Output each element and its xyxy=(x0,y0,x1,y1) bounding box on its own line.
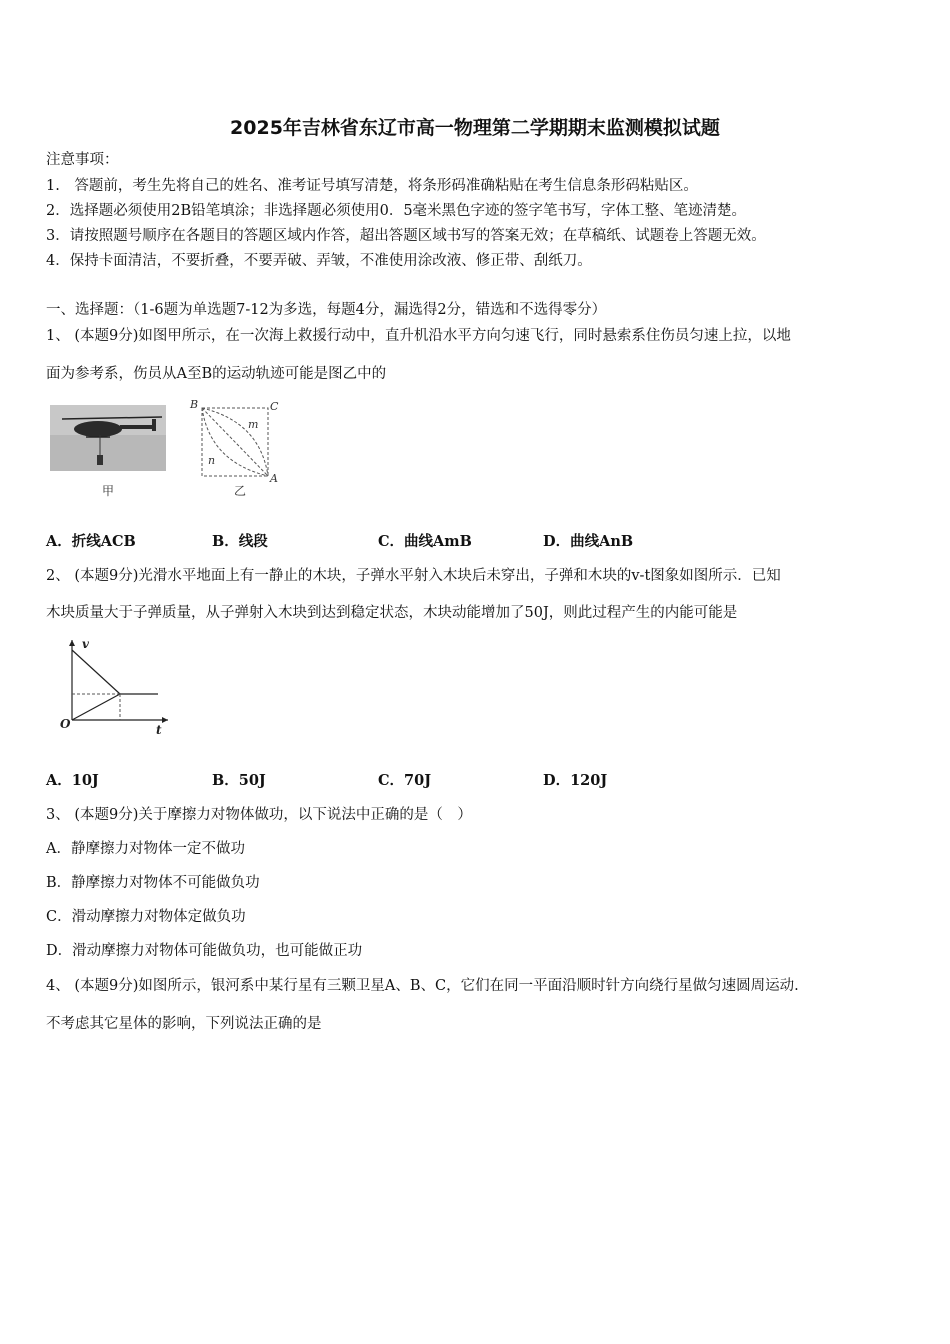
label-b: B xyxy=(190,398,199,411)
q2-option-d[interactable]: D．120J xyxy=(543,772,608,789)
q1-option-c[interactable]: C．曲线AmB xyxy=(378,533,472,550)
q2-stem-line1: 2、 (本题9分)光滑水平地面上有一静止的木块，子弹水平射入木块后未穿出，子弹和木块的v-t图象如图所示．已知 xyxy=(46,568,781,584)
q1-option-d[interactable]: D．曲线AnB xyxy=(543,533,634,550)
notice-item: 2．选择题必须使用2B铅笔填涂；非选择题必须使用0．5毫米黑色字迹的签字笔书写，字体工整、笔迹清楚。 xyxy=(46,203,747,219)
q3-option-d[interactable]: D．滑动摩擦力对物体可能做负功，也可能做正功 xyxy=(46,943,363,959)
q3-option-a[interactable]: A．静摩擦力对物体一定不做功 xyxy=(46,841,245,857)
q3-option-c[interactable]: C．滑动摩擦力对物体定做负功 xyxy=(46,909,246,925)
fig-a-caption: 甲 xyxy=(102,484,115,498)
label-n: n xyxy=(208,454,216,467)
trajectory-diagram xyxy=(188,398,284,486)
helicopter-photo xyxy=(50,405,166,471)
notice-item: 4．保持卡面清洁，不要折叠，不要弄破、弄皱，不准使用涂改液、修正带、刮纸刀。 xyxy=(46,253,592,269)
q4-stem-line2: 不考虑其它星体的影响，下列说法正确的是 xyxy=(46,1016,322,1032)
label-a: A xyxy=(270,472,278,485)
q2-stem-line2: 木块质量大于子弹质量，从子弹射入木块到达到稳定状态，木块动能增加了50J，则此过程产生的内能可能是 xyxy=(46,605,738,621)
q1-option-b[interactable]: B．线段 xyxy=(212,533,268,550)
q3-option-b[interactable]: B．静摩擦力对物体不可能做负功 xyxy=(46,875,260,891)
notice-item: 1. 答题前，考生先将自己的姓名、准考证号填写清楚，将条形码准确粘贴在考生信息条形码粘贴区。 xyxy=(46,178,698,194)
axis-t-label: t xyxy=(156,723,162,736)
q3-stem: 3、 (本题9分)关于摩擦力对物体做功，以下说法中正确的是（ ） xyxy=(46,807,472,823)
notice-item: 3．请按照题号顺序在各题目的答题区域内作答，超出答题区域书写的答案无效；在草稿纸、试题卷上答题无效。 xyxy=(46,228,766,244)
fig-b-caption: 乙 xyxy=(234,484,247,498)
label-c: C xyxy=(270,400,279,413)
page-title: 2025年吉林省东辽市高一物理第二学期期末监测模拟试题 xyxy=(230,117,720,139)
section-heading: 一、选择题：（1-6题为单选题7-12为多选，每题4分，漏选得2分，错选和不选得零分） xyxy=(46,302,607,318)
q1-stem-line2: 面为参考系，伤员从A至B的运动轨迹可能是图乙中的 xyxy=(46,366,387,382)
origin-label: O xyxy=(60,717,71,731)
axis-v-label: v xyxy=(82,637,89,651)
q1-stem-line1: 1、 (本题9分)如图甲所示，在一次海上救援行动中，直升机沿水平方向匀速飞行，同时悬索系住伤员匀速上拉，以地 xyxy=(46,328,791,344)
vt-graph xyxy=(56,636,172,736)
q2-option-b[interactable]: B．50J xyxy=(212,772,266,789)
q2-option-a[interactable]: A．10J xyxy=(46,772,99,789)
q1-option-a[interactable]: A．折线ACB xyxy=(46,533,136,550)
label-m: m xyxy=(248,418,259,431)
q4-stem-line1: 4、 (本题9分)如图所示，银河系中某行星有三颗卫星A、B、C，它们在同一平面沿顺时针方向绕行星做匀速圆周运动. xyxy=(46,978,799,994)
q2-option-c[interactable]: C．70J xyxy=(378,772,432,789)
notice-heading: 注意事项： xyxy=(46,152,119,168)
